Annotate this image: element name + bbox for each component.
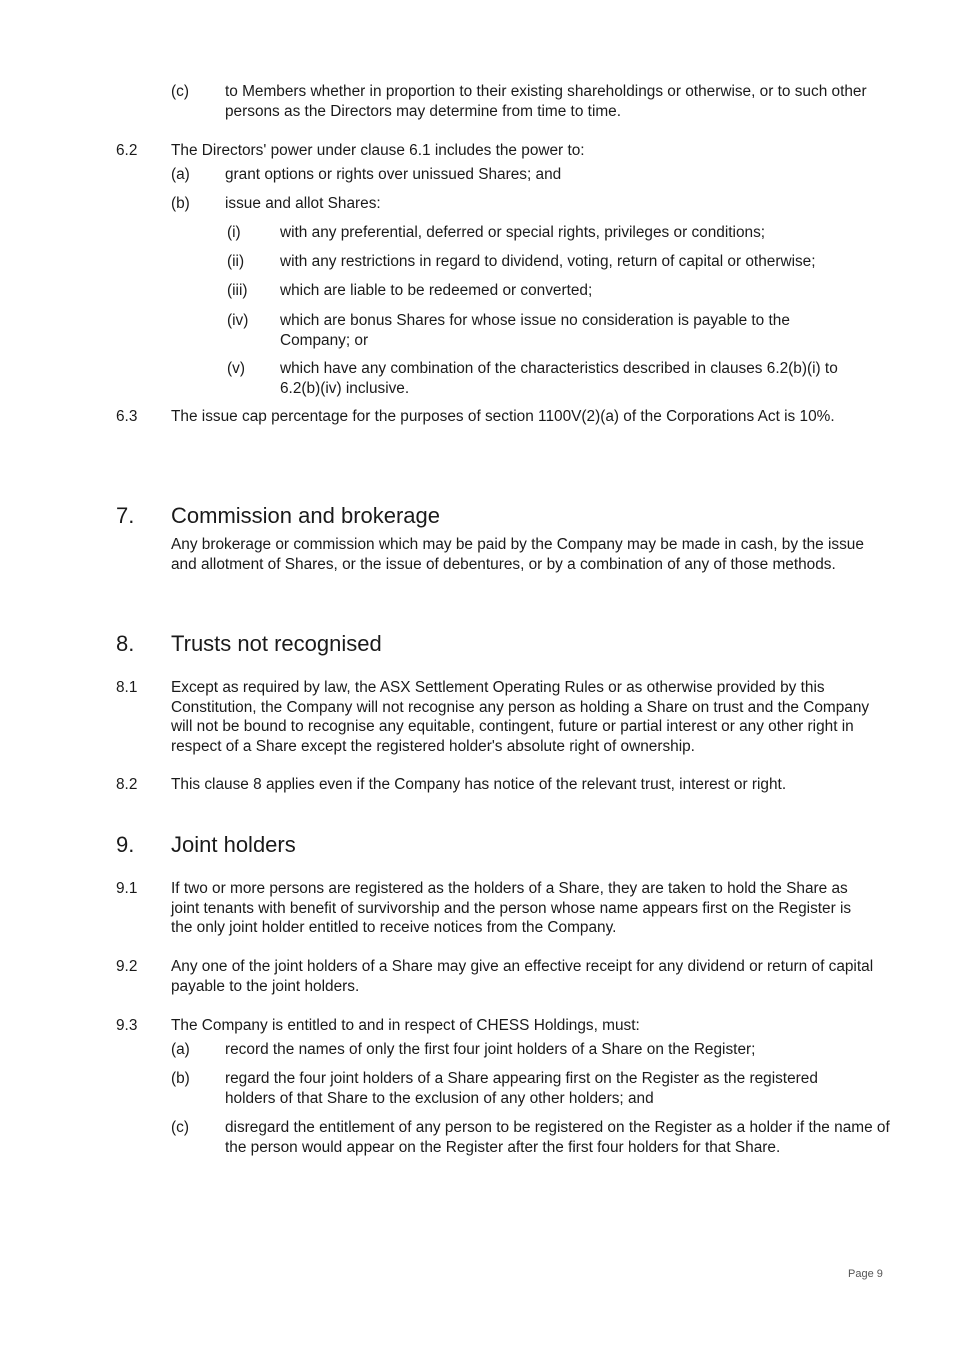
section-8-title: Trusts not recognised	[171, 631, 382, 656]
clause-9-1-text: If two or more persons are registered as the holders of a Share, they are taken to hold the Share as joint tenants with benefit of survivorship and the person whose name appears first on the Register is the only joint holder entitled to receive notices from the Company.	[171, 880, 852, 936]
clause-6-2-b-ii-text: with any restrictions in regard to dividend, voting, return of capital or otherwise;	[280, 253, 816, 270]
clause-8-1-number: 8.1	[116, 679, 138, 696]
clause-9-3-c-text: disregard the entitlement of any person to be registered on the Register as a holder if the name of the person would appear on the Register after the first four holders for that Share.	[225, 1119, 890, 1156]
page-number: Page 9	[848, 1268, 883, 1280]
section-9-number: 9.	[116, 832, 135, 857]
clause-8-2-number: 8.2	[116, 776, 138, 793]
clause-6-2-number: 6.2	[116, 142, 138, 159]
clause-6-2-b-iii-label: (iii)	[227, 282, 248, 299]
clause-9-3-a-label: (a)	[171, 1041, 190, 1058]
clause-9-3-b-text: regard the four joint holders of a Share appearing first on the Register as the registered holders of that Share to the exclusion of any other holders; and	[225, 1070, 818, 1107]
clause-6-2-b-i-label: (i)	[227, 224, 241, 241]
clause-6-1-c-label: (c)	[171, 83, 189, 100]
clause-9-2-number: 9.2	[116, 958, 138, 975]
clause-6-3-text: The issue cap percentage for the purposes of section 1100V(2)(a) of the Corporations Act is 10%.	[171, 408, 835, 425]
clause-6-2-text: The Directors' power under clause 6.1 includes the power to:	[171, 142, 585, 159]
clause-6-2-a-label: (a)	[171, 166, 190, 183]
clause-6-1-c-text: to Members whether in proportion to their existing shareholdings or otherwise, or to such other persons as the Directors may determine from time to time.	[225, 83, 867, 120]
clause-9-3-c-label: (c)	[171, 1119, 189, 1136]
clause-6-2-b-ii-label: (ii)	[227, 253, 245, 270]
clause-9-3-a-text: record the names of only the first four joint holders of a Share on the Register;	[225, 1041, 756, 1058]
clause-9-3-text: The Company is entitled to and in respect of CHESS Holdings, must:	[171, 1017, 640, 1034]
clause-9-2-text: Any one of the joint holders of a Share may give an effective receipt for any dividend or return of capital payable to the joint holders.	[171, 958, 874, 995]
section-7-number: 7.	[116, 503, 135, 528]
clause-6-2-b-iv-text: which are bonus Shares for whose issue no consideration is payable to the Company; or	[280, 312, 790, 349]
clause-6-2-a-text: grant options or rights over unissued Shares; and	[225, 166, 562, 183]
section-7-title: Commission and brokerage	[171, 503, 441, 528]
section-8-number: 8.	[116, 631, 135, 656]
clause-9-3-b-label: (b)	[171, 1070, 190, 1087]
clause-9-1-number: 9.1	[116, 880, 138, 897]
clause-6-2-b-text: issue and allot Shares:	[225, 195, 381, 212]
section-7-body: Any brokerage or commission which may be paid by the Company may be made in cash, by the issue and allotment of Shares, or the issue of debentures, or by a combination of any of those methods.	[171, 536, 864, 573]
clause-6-3-number: 6.3	[116, 408, 138, 425]
section-9-title: Joint holders	[171, 832, 296, 857]
clause-6-2-b-v-label: (v)	[227, 360, 245, 377]
clause-8-2-text: This clause 8 applies even if the Company has notice of the relevant trust, interest or right.	[171, 776, 787, 793]
clause-9-3-number: 9.3	[116, 1017, 138, 1034]
clause-8-1-text: Except as required by law, the ASX Settlement Operating Rules or as otherwise provided by this Constitution, the Company will not recognise any person as holding a Share on trust and the Company will not be bound to recognise any equitable, contingent, future or partial interest or any other right in respect of a Share except the registered holder's absolute right of ownership.	[171, 679, 870, 755]
clause-6-2-b-iii-text: which are liable to be redeemed or converted;	[280, 282, 593, 299]
clause-6-2-b-v-text: which have any combination of the characteristics described in clauses 6.2(b)(i) to 6.2(b)(iv) inclusive.	[280, 360, 838, 397]
clause-6-2-b-label: (b)	[171, 195, 190, 212]
clause-6-2-b-i-text: with any preferential, deferred or special rights, privileges or conditions;	[280, 224, 766, 241]
clause-6-2-b-iv-label: (iv)	[227, 312, 249, 329]
